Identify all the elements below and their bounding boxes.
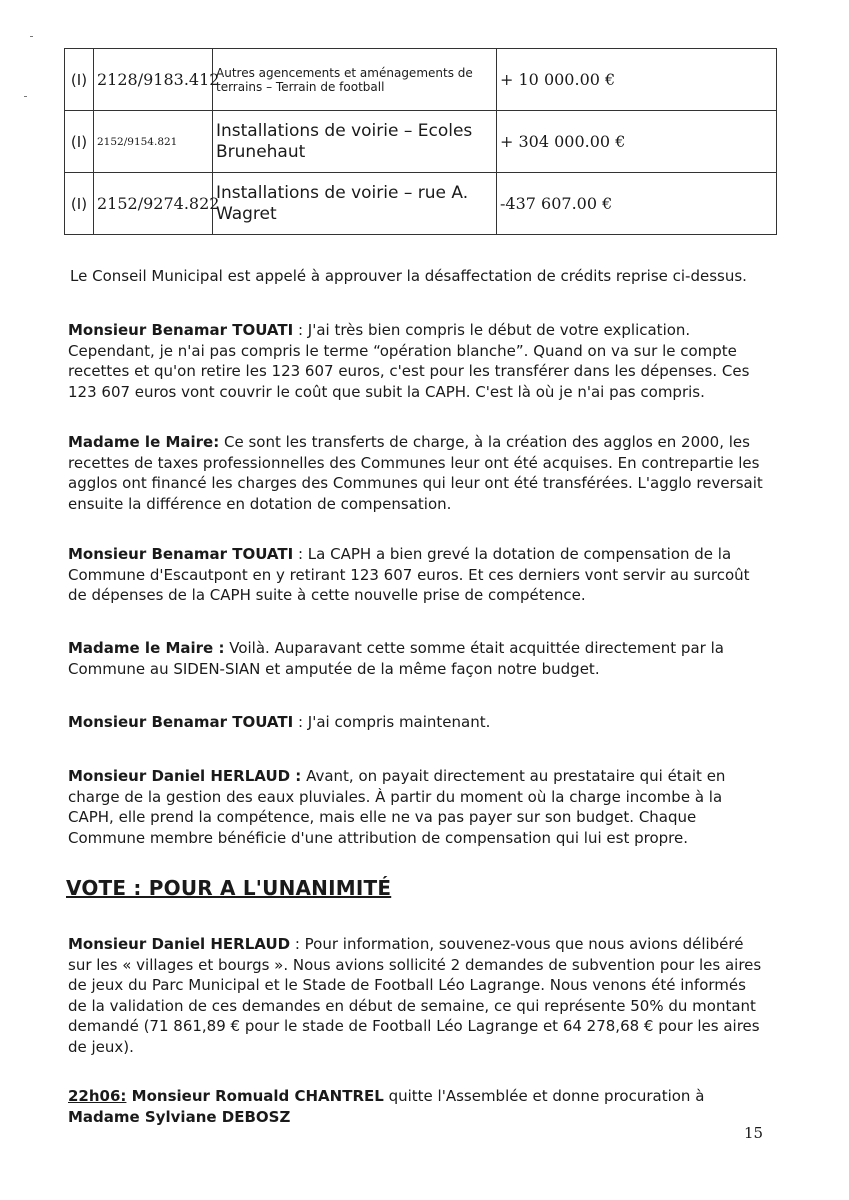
exchange-paragraph [68, 638, 768, 679]
amount-cell: -437 607.00 € [497, 173, 777, 235]
speech-text: : J'ai très bien compris le début de votre explication. Cependant, je n'ai pas compris le terme “opération blanche”. Quand on va sur le compte recettes et qu'on retire les 123 607 euros, c'est pour les transférer dans les dépenses. Ces 123 607 euros vont couvrir le coût que subit la CAPH. C'est là où je n'ai pas compris. [68, 321, 750, 401]
speaker-name: Monsieur Daniel HERLAUD : [68, 767, 302, 785]
speaker-name: Madame le Maire: [68, 433, 220, 451]
table-row [65, 49, 777, 111]
departure-action: quitte l'Assemblée et donne procuration à [383, 1087, 705, 1105]
credit-transfer-table [64, 48, 777, 235]
amount-cell: + 304 000.00 € [497, 111, 777, 173]
speech-text: Ce sont les transferts de charge, à la création des agglos en 2000, les recettes de taxes professionnelles des Communes leur ont été acquises. En contrepartie les agglos ont financé les charges des Communes qui leur ont été transférées. L'agglo reversait ensuite la différence en dotation de compensation. [68, 433, 763, 513]
speaker-name: Monsieur Daniel HERLAUD [68, 935, 291, 953]
speech-text: : J'ai compris maintenant. [293, 713, 491, 731]
speech-text: Avant, on payait directement au prestataire qui était en charge de la gestion des eaux pluviales. À partir du moment où la charge incombe à la CAPH, elle prend la compétence, mais elle ne va pas payer sur son budget. Chaque Commune membre bénéficie d'une attribution de compensation qui lui est propre. [68, 767, 726, 847]
section-code-cell: (I) [65, 173, 94, 235]
proxy-holder: Madame Sylviane DEBOSZ [68, 1107, 291, 1126]
section-code-cell: (I) [65, 111, 94, 173]
page-number: 15 [744, 1124, 764, 1142]
amount-cell: + 10 000.00 € [497, 49, 777, 111]
account-number-cell: 2152/9154.821 [94, 111, 213, 173]
exchange-paragraph [68, 320, 768, 402]
scan-mark [30, 36, 33, 37]
label-cell: Installations de voirie – rue A. Wagret [213, 173, 497, 235]
departure-note [68, 1086, 768, 1127]
vote-result-heading: VOTE : POUR A L'UNANIMITÉ [66, 876, 392, 900]
council-approval-statement: Le Conseil Municipal est appelé à approuver la désaffectation de crédits reprise ci-dessus. [70, 267, 747, 285]
exchange-paragraph [68, 712, 768, 733]
table-row [65, 173, 777, 235]
exchange-paragraph [68, 544, 768, 606]
exchange-paragraph [68, 766, 768, 848]
scan-mark [24, 96, 27, 97]
speech-text: : Pour information, souvenez-vous que nous avions délibéré sur les « villages et bourgs ». Nous avions sollicité 2 demandes de subvention pour les aires de jeux du Parc Municipal et le Stade de Football Léo Lagrange. Nous venons été informés de la validation de ces demandes en début de semaine, ce qui représente 50% du montant demandé (71 861,89 € pour le stade de Football Léo Lagrange et 64 278,68 € pour les aires de jeux). [68, 935, 762, 1056]
speaker-name: Monsieur Benamar TOUATI [68, 321, 294, 339]
label-cell: Autres agencements et aménagements de terrains – Terrain de football [213, 49, 497, 111]
departing-member: Monsieur Romuald CHANTREL [126, 1087, 384, 1105]
account-number-cell: 2152/9274.822 [94, 173, 213, 235]
information-paragraph [68, 934, 768, 1057]
speech-text: Voilà. Auparavant cette somme était acquittée directement par la Commune au SIDEN-SIAN et amputée de la même façon notre budget. [68, 639, 724, 678]
speaker-name: Madame le Maire : [68, 639, 225, 657]
exchange-paragraph [68, 432, 768, 514]
account-number-cell: 2128/9183.412 [94, 49, 213, 111]
timestamp: 22h06: [68, 1087, 127, 1105]
speech-text: : La CAPH a bien grevé la dotation de compensation de la Commune d'Escautpont en y retirant 123 607 euros. Et ces derniers vont servir au surcoût de dépenses de la CAPH suite à cette nouvelle prise de compétence. [68, 545, 750, 604]
speaker-name: Monsieur Benamar TOUATI [68, 545, 294, 563]
table-row [65, 111, 777, 173]
section-code-cell: (I) [65, 49, 94, 111]
speaker-name: Monsieur Benamar TOUATI [68, 713, 294, 731]
label-cell: Installations de voirie – Ecoles Brunehaut [213, 111, 497, 173]
